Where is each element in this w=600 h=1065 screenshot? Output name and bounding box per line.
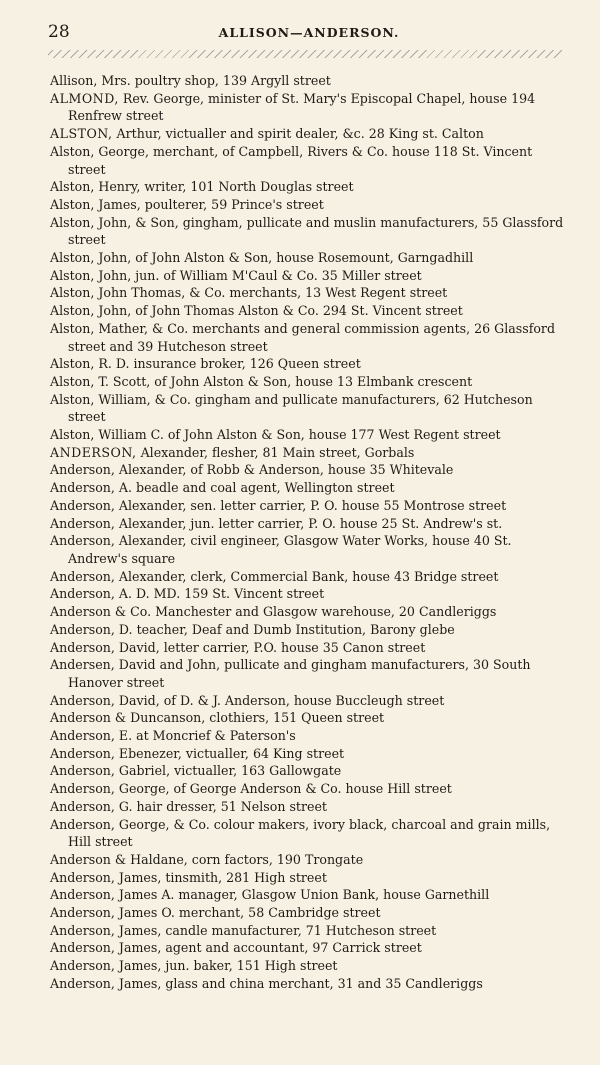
entry-details: Henry, writer, 101 North Douglas street [94, 179, 354, 195]
directory-entry [50, 196, 570, 214]
directory-entry [50, 125, 570, 143]
entry-surname: Anderson, [50, 745, 115, 761]
page-header [48, 22, 570, 44]
entry-details: G. hair dresser, 51 Nelson street [114, 798, 327, 814]
entry-surname: Anderson, [50, 639, 115, 655]
entry-details: Alexander, sen. letter carrier, P. O. house 55 Montrose street [114, 497, 507, 513]
entry-details: John Thomas, & Co. merchants, 13 West Regent street [94, 285, 448, 301]
entry-surname: Anderson, [50, 816, 115, 832]
entry-details: Arthur, victualler and spirit dealer, &c. 28 King st. Calton [112, 126, 484, 142]
entry-surname: Anderson, [50, 480, 115, 496]
entry-details: James, glass and china merchant, 31 and 35 Candleriggs [114, 975, 483, 991]
entry-details: Gabriel, victualler, 163 Gallowgate [114, 763, 342, 779]
entry-surname: Alston, [50, 285, 95, 301]
directory-entry [50, 798, 570, 816]
directory-entry [50, 302, 570, 320]
entry-details: David, of D. & J. Anderson, house Buccleugh street [114, 692, 445, 708]
directory-entry [50, 762, 570, 780]
directory-entry [50, 904, 570, 922]
directory-entry [50, 284, 570, 302]
entry-surname: Anderson, [50, 462, 115, 478]
entry-details: A. D. MD. 159 St. Vincent street [114, 586, 325, 602]
directory-entry [50, 479, 570, 497]
directory-entry [50, 391, 570, 426]
entry-surname: Alston, [50, 250, 95, 266]
entry-details: James, candle manufacturer, 71 Hutcheson street [114, 922, 437, 938]
directory-entry [50, 461, 570, 479]
decorative-rule [48, 50, 562, 58]
entry-details: Alexander, of Robb & Anderson, house 35 Whitevale [114, 462, 454, 478]
entry-surname: Anderson, [50, 692, 115, 708]
entry-details: William C. of John Alston & Son, house 177 West Regent street [94, 427, 501, 443]
entry-surname: ALMOND, [50, 90, 119, 106]
entry-details: George, merchant, of Campbell, Rivers & Co. house 118 St. Vincent street [68, 143, 533, 177]
entry-details: E. at Moncrief & Paterson's [114, 728, 296, 744]
entry-details: Alexander, flesher, 81 Main street, Gorbals [136, 444, 415, 460]
entry-surname: Anderson, [50, 958, 115, 974]
directory-entries [50, 72, 570, 993]
entry-surname: Allison, [50, 73, 98, 88]
entry-details: & Duncanson, clothiers, 151 Queen street [110, 710, 385, 726]
directory-entry [50, 780, 570, 798]
entry-surname: Alston, [50, 320, 95, 336]
entry-details: David and John, pullicate and gingham manufacturers, 30 South Hanover street [68, 657, 531, 690]
directory-entry [50, 939, 570, 957]
directory-entry [50, 178, 570, 196]
directory-entry [50, 851, 570, 869]
entry-surname: Anderson, [50, 586, 115, 602]
entry-surname: Alston, [50, 196, 95, 212]
directory-entry [50, 267, 570, 285]
entry-surname: Anderson, [50, 869, 115, 885]
entry-details: Alexander, clerk, Commercial Bank, house 43 Bridge street [114, 568, 499, 584]
entry-surname: Alston, [50, 214, 95, 230]
running-head: ALLISON—ANDERSON. [218, 25, 400, 40]
entry-surname: Alston, [50, 143, 95, 159]
entry-surname: Alston, [50, 267, 95, 283]
directory-entry [50, 745, 570, 763]
entry-details: John, of John Alston & Son, house Rosemount, Garngadhill [94, 250, 474, 266]
directory-entry [50, 957, 570, 975]
directory-entry [50, 143, 570, 178]
directory-entry [50, 568, 570, 586]
entry-details: James, tinsmith, 281 High street [114, 869, 327, 885]
entry-surname: Alston, [50, 303, 95, 319]
directory-entry [50, 444, 570, 462]
entry-surname: Alston, [50, 373, 95, 389]
entry-surname: Alston, [50, 356, 95, 372]
entry-details: James, agent and accountant, 97 Carrick street [114, 940, 422, 956]
entry-details: William, & Co. gingham and pullicate manufacturers, 62 Hutcheson street [68, 391, 533, 425]
entry-details: James, poulterer, 59 Prince's street [94, 196, 324, 212]
entry-details: John, of John Thomas Alston & Co. 294 St. Vincent street [94, 303, 463, 319]
entry-details: John, jun. of William M'Caul & Co. 35 Miller street [94, 267, 422, 283]
entry-surname: Anderson, [50, 940, 115, 956]
entry-surname: Anderson, [50, 781, 115, 797]
entry-details: & Haldane, corn factors, 190 Trongate [110, 851, 364, 867]
page-number: 28 [48, 22, 70, 42]
entry-surname: Anderson [50, 710, 111, 726]
directory-entry [50, 709, 570, 727]
entry-surname: Anderson, [50, 568, 115, 584]
entry-details: D. teacher, Deaf and Dumb Institution, Barony glebe [114, 621, 455, 637]
entry-surname: Anderson, [50, 497, 115, 513]
directory-entry [50, 532, 570, 567]
entry-details: Alexander, jun. letter carrier, P. O. house 25 St. Andrew's st. [114, 515, 503, 531]
entry-surname: Anderson, [50, 922, 115, 938]
entry-details: R. D. insurance broker, 126 Queen street [94, 356, 361, 372]
directory-entry [50, 497, 570, 515]
directory-entry [50, 869, 570, 887]
entry-details: James, jun. baker, 151 High street [114, 958, 338, 974]
directory-entry [50, 727, 570, 745]
directory-entry [50, 355, 570, 373]
entry-details: James A. manager, Glasgow Union Bank, house Garnethill [114, 887, 490, 903]
entry-surname: Alston, [50, 179, 95, 195]
entry-surname: Anderson, [50, 515, 115, 531]
entry-surname: Anderson, [50, 621, 115, 637]
directory-entry [50, 692, 570, 710]
entry-details: & Co. Manchester and Glasgow warehouse, 20 Candleriggs [110, 604, 497, 620]
entry-surname: Anderson, [50, 728, 115, 744]
directory-entry [50, 90, 570, 125]
directory-entry [50, 922, 570, 940]
entry-details: John, & Son, gingham, pullicate and muslin manufacturers, 55 Glassford street [68, 214, 564, 248]
entry-details: David, letter carrier, P.O. house 35 Canon street [114, 639, 426, 655]
entry-details: Rev. George, minister of St. Mary's Episcopal Chapel, house 194 Renfrew street [68, 90, 536, 124]
directory-entry [50, 975, 570, 993]
entry-details: Ebenezer, victualler, 64 King street [114, 745, 345, 761]
entry-surname: ANDERSON, [50, 444, 137, 460]
directory-entry [50, 656, 570, 691]
entry-details: George, of George Anderson & Co. house Hill street [114, 781, 452, 797]
entry-surname: ALSTON, [50, 126, 113, 142]
directory-entry [50, 373, 570, 391]
directory-entry [50, 515, 570, 533]
directory-entry [50, 603, 570, 621]
directory-entry [50, 320, 570, 355]
entry-details: James O. merchant, 58 Cambridge street [114, 905, 381, 921]
entry-surname: Andersen, [50, 657, 115, 673]
directory-entry [50, 72, 570, 90]
entry-surname: Anderson, [50, 533, 115, 549]
directory-entry [50, 214, 570, 249]
directory-entry [50, 249, 570, 267]
entry-surname: Alston, [50, 427, 95, 443]
entry-surname: Anderson [50, 851, 111, 867]
entry-details: Mather, & Co. merchants and general commission agents, 26 Glassford street and 39 Hutcheson street [68, 320, 556, 354]
entry-surname: Anderson, [50, 887, 115, 903]
entry-details: T. Scott, of John Alston & Son, house 13 Elmbank crescent [94, 373, 473, 389]
entry-details: Alexander, civil engineer, Glasgow Water Works, house 40 St. Andrew's square [68, 533, 512, 566]
directory-entry [50, 585, 570, 603]
entry-surname: Alston, [50, 391, 95, 407]
directory-entry [50, 816, 570, 851]
entry-details: Mrs. poultry shop, 139 Argyll street [97, 73, 331, 88]
entry-surname: Anderson, [50, 798, 115, 814]
entry-details: A. beadle and coal agent, Wellington street [114, 480, 395, 496]
directory-entry [50, 426, 570, 444]
entry-surname: Anderson, [50, 905, 115, 921]
entry-details: George, & Co. colour makers, ivory black, charcoal and grain mills, Hill street [68, 816, 551, 850]
entry-surname: Anderson, [50, 975, 115, 991]
directory-entry [50, 639, 570, 657]
entry-surname: Anderson [50, 604, 111, 620]
directory-entry [50, 886, 570, 904]
directory-entry [50, 621, 570, 639]
entry-surname: Anderson, [50, 763, 115, 779]
